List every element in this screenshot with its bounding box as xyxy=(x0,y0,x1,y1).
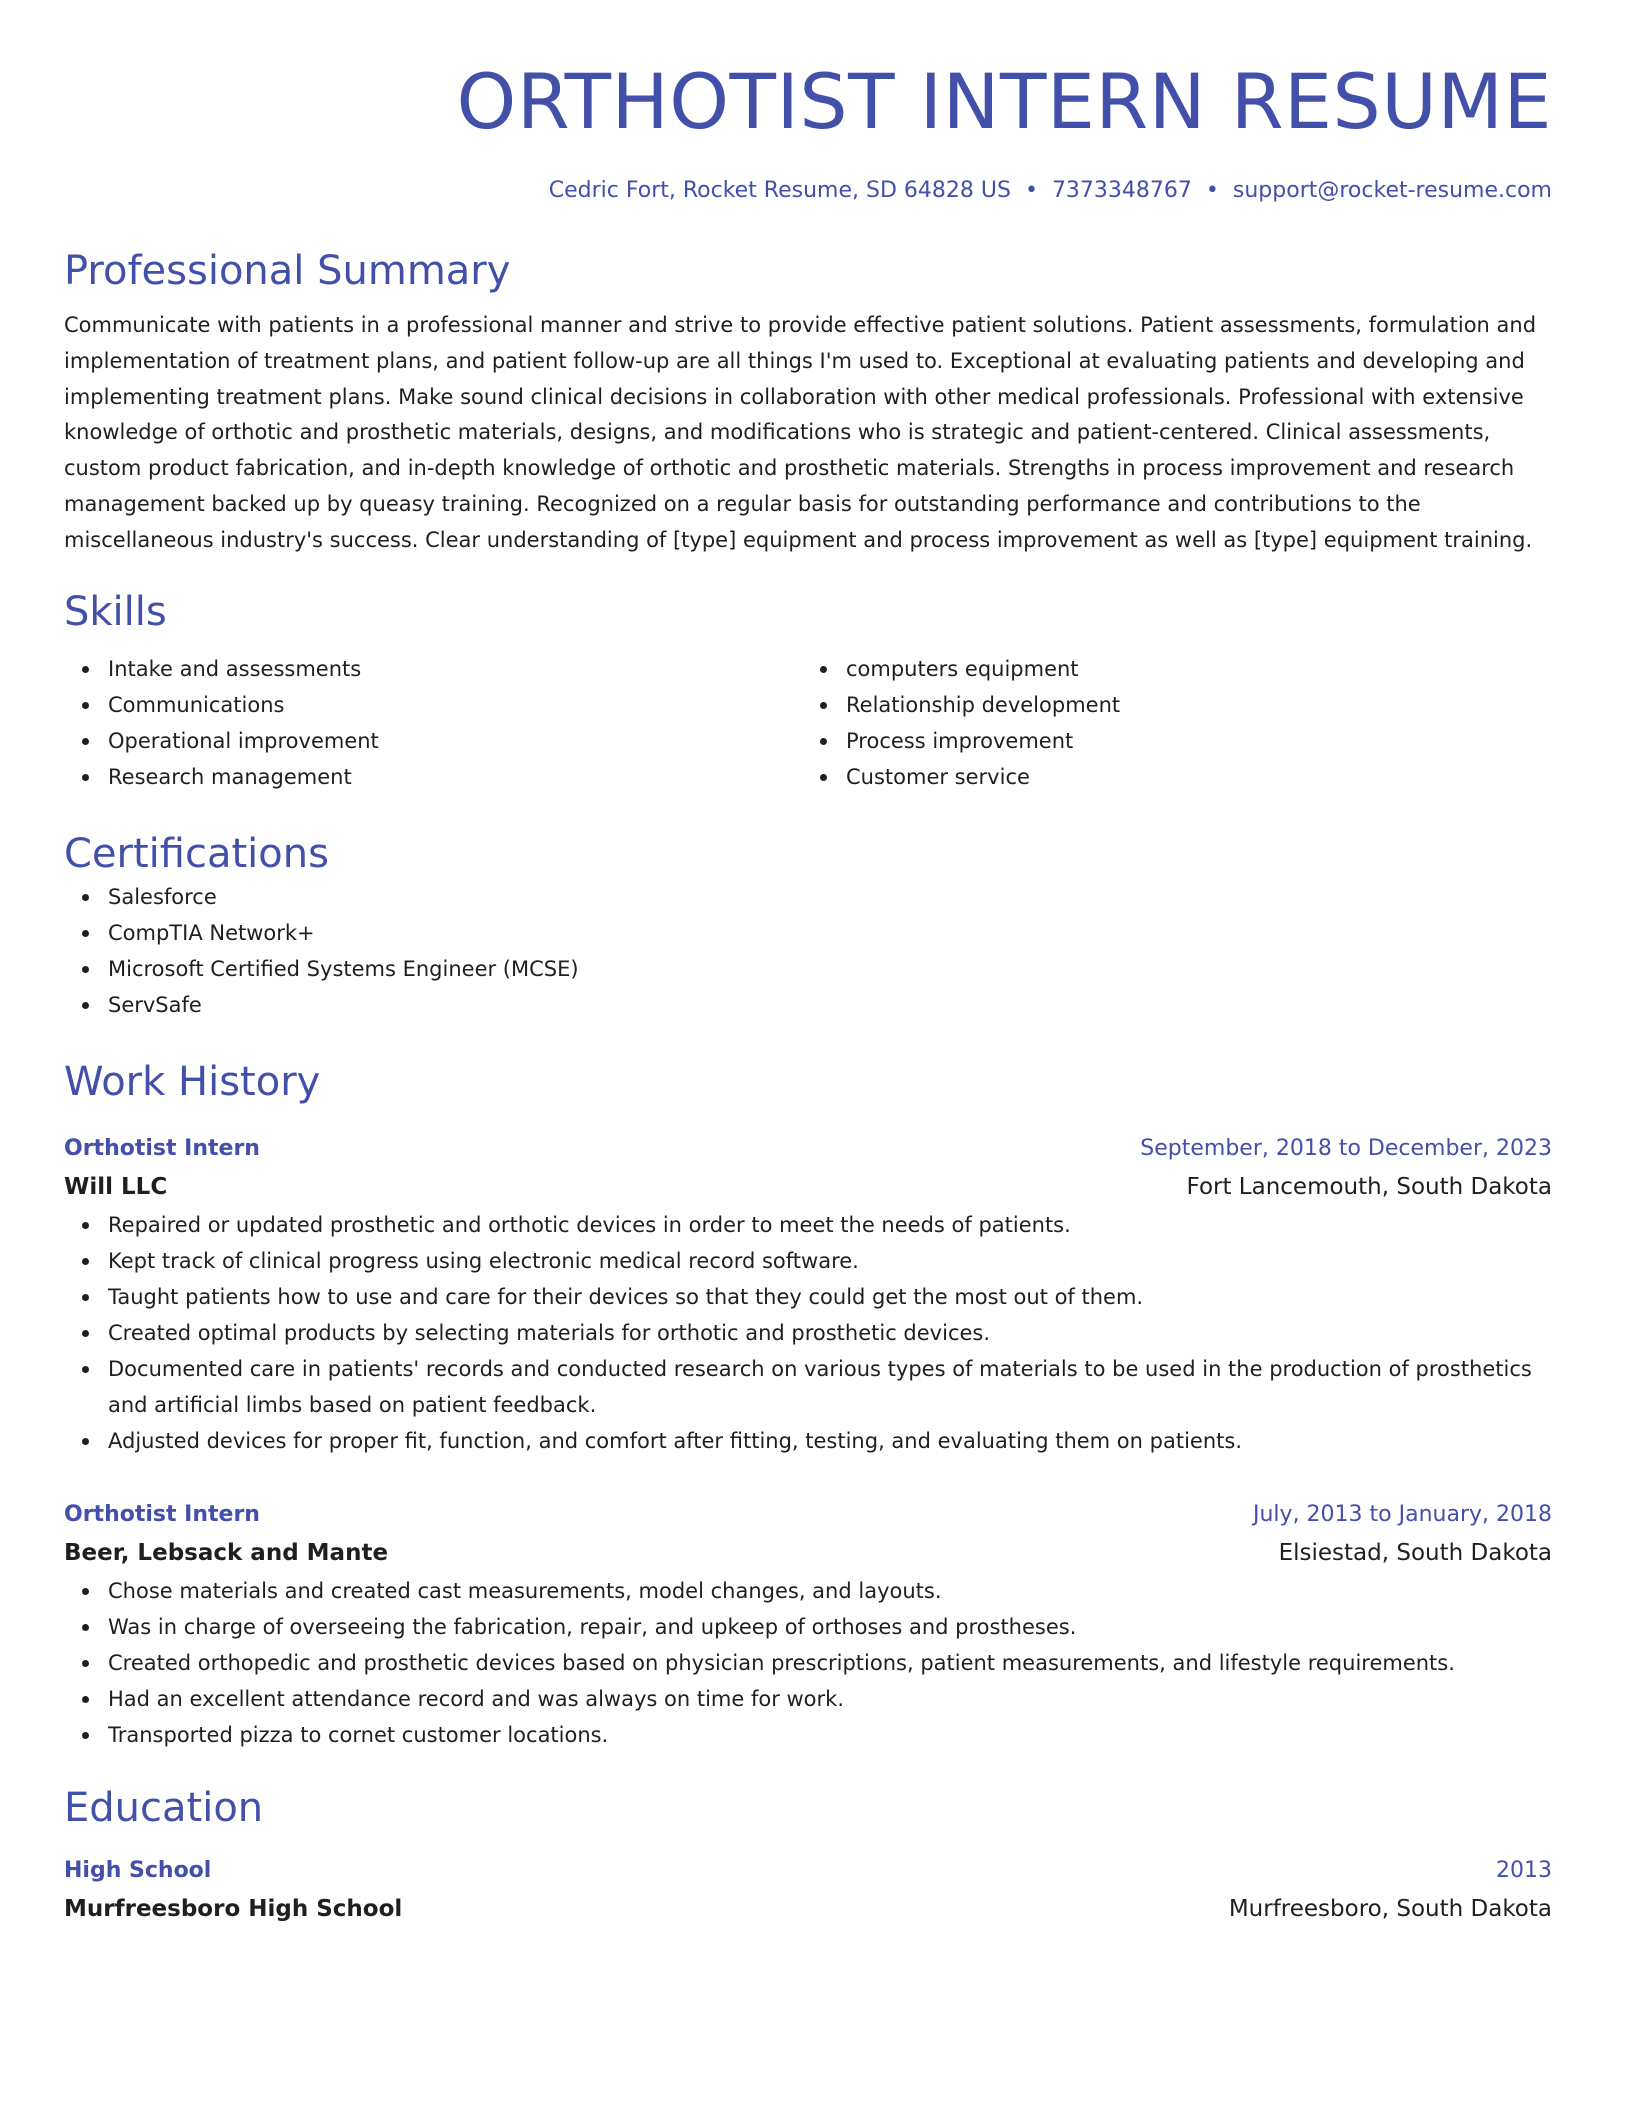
education-degree: High School xyxy=(64,1857,212,1883)
contact-address: Cedric Fort, Rocket Resume, SD 64828 US xyxy=(548,178,1011,203)
contact-line xyxy=(64,176,1552,206)
job-duty-item: Chose materials and created cast measurements, model changes, and layouts. xyxy=(108,1573,1552,1609)
job-header-row xyxy=(64,1131,1552,1167)
summary-section xyxy=(64,246,1552,559)
job-role: Orthotist Intern xyxy=(64,1135,260,1161)
education-school-row xyxy=(64,1889,1552,1929)
skill-item: Intake and assessments xyxy=(108,651,802,687)
contact-email: support@rocket-resume.com xyxy=(1232,178,1552,203)
education-header-row xyxy=(64,1853,1552,1889)
job-duty-item: Repaired or updated prosthetic and orthotic devices in order to meet the needs of patients. xyxy=(108,1207,1552,1243)
skill-item: Customer service xyxy=(846,759,1540,795)
skill-item: Communications xyxy=(108,687,802,723)
education-section xyxy=(64,1783,1552,1929)
job-duty-item: Was in charge of overseeing the fabrication, repair, and upkeep of orthoses and prostheses. xyxy=(108,1609,1552,1645)
skills-column-right xyxy=(802,651,1540,795)
certifications-list xyxy=(64,879,1552,1023)
job-duty-item: Adjusted devices for proper fit, function, and comfort after fitting, testing, and evaluating them on patients. xyxy=(108,1423,1552,1459)
education-school: Murfreesboro High School xyxy=(64,1895,403,1922)
skill-item: Process improvement xyxy=(846,723,1540,759)
job-entry xyxy=(64,1131,1552,1459)
education-year: 2013 xyxy=(1496,1857,1552,1883)
certification-item: Microsoft Certified Systems Engineer (MCSE) xyxy=(108,951,1552,987)
resume-header xyxy=(64,52,1552,206)
skills-column-left xyxy=(64,651,802,795)
contact-phone: 7373348767 xyxy=(1051,178,1192,203)
certifications-section xyxy=(64,829,1552,1023)
job-duties-list xyxy=(64,1207,1552,1459)
job-duty-item: Had an excellent attendance record and was always on time for work. xyxy=(108,1681,1552,1717)
skill-item: Research management xyxy=(108,759,802,795)
skills-section xyxy=(64,587,1552,795)
work-history-heading: Work History xyxy=(64,1058,321,1105)
job-dates: July, 2013 to January, 2018 xyxy=(1253,1501,1552,1527)
contact-separator: • xyxy=(1024,178,1038,203)
education-heading: Education xyxy=(64,1784,264,1831)
contact-separator: • xyxy=(1205,178,1219,203)
skill-item: Relationship development xyxy=(846,687,1540,723)
job-duty-item: Documented care in patients' records and conducted research on various types of materials to be used in the production of prosthetics and artificial limbs based on patient feedback. xyxy=(108,1351,1552,1423)
job-company: Beer, Lebsack and Mante xyxy=(64,1539,389,1566)
summary-text: Communicate with patients in a professional manner and strive to provide effective patient solutions. Patient assessments, formulation and implementation of treatment plans, and patient follow-up are all things I'm used to. Exceptional at evaluating patients and developing and implementing treatment plans. Make sound clinical decisions in collaboration with other medical professionals. Professional with extensive knowledge of orthotic and prosthetic materials, designs, and modifications who is strategic and patient-centered. Clinical assessments, custom product fabrication, and in-depth knowledge of orthotic and prosthetic materials. Strengths in process improvement and research management backed up by queasy training. Recognized on a regular basis for outstanding performance and contributions to the miscellaneous industry's success. Clear understanding of [type] equipment and process improvement as well as [type] equipment training. xyxy=(64,313,1537,552)
education-entry xyxy=(64,1853,1552,1929)
job-duty-item: Transported pizza to cornet customer locations. xyxy=(108,1717,1552,1753)
job-dates: September, 2018 to December, 2023 xyxy=(1140,1135,1552,1161)
education-location: Murfreesboro, South Dakota xyxy=(1228,1895,1552,1922)
certification-item: ServSafe xyxy=(108,987,1552,1023)
job-duty-item: Taught patients how to use and care for their devices so that they could get the most out of them. xyxy=(108,1279,1552,1315)
job-entry xyxy=(64,1497,1552,1753)
job-duty-item: Kept track of clinical progress using electronic medical record software. xyxy=(108,1243,1552,1279)
skills-heading: Skills xyxy=(64,588,167,635)
certifications-heading: Certifications xyxy=(64,830,329,877)
job-company-row xyxy=(64,1167,1552,1207)
skill-item: computers equipment xyxy=(846,651,1540,687)
job-duties-list xyxy=(64,1573,1552,1753)
resume-title: ORTHOTIST INTERN RESUME xyxy=(456,57,1552,146)
skills-list-right xyxy=(802,651,1540,795)
job-company: Will LLC xyxy=(64,1173,168,1200)
skills-grid xyxy=(64,651,1552,795)
certification-item: Salesforce xyxy=(108,879,1552,915)
work-history-section xyxy=(64,1057,1552,1753)
job-duty-item: Created orthopedic and prosthetic devices based on physician prescriptions, patient measurements, and lifestyle requirements. xyxy=(108,1645,1552,1681)
job-location: Fort Lancemouth, South Dakota xyxy=(1186,1173,1552,1200)
job-duty-item: Created optimal products by selecting materials for orthotic and prosthetic devices. xyxy=(108,1315,1552,1351)
skills-list-left xyxy=(64,651,802,795)
job-company-row xyxy=(64,1533,1552,1573)
job-location: Elsiestad, South Dakota xyxy=(1278,1539,1552,1566)
skill-item: Operational improvement xyxy=(108,723,802,759)
job-header-row xyxy=(64,1497,1552,1533)
summary-heading: Professional Summary xyxy=(64,248,511,294)
job-role: Orthotist Intern xyxy=(64,1501,260,1527)
certification-item: CompTIA Network+ xyxy=(108,915,1552,951)
